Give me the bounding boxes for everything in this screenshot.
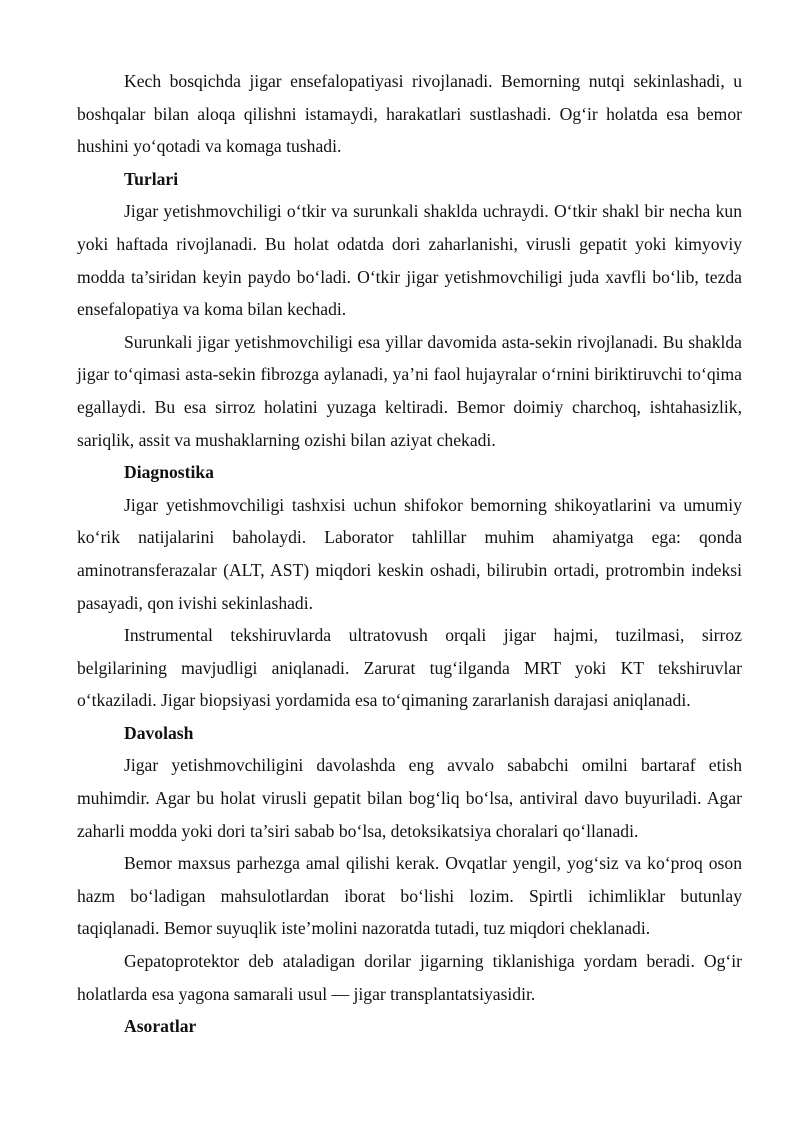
paragraph-instrumental: Instrumental tekshiruvlarda ultratovush orqali jigar hajmi, tuzilmasi, sirroz belgilarining mavjudligi aniqlanadi. Zarurat tug‘ilganda MRT yoki KT tekshiruvlar o‘tkaziladi. Jigar biopsiyasi yordamida esa to‘qimaning zararlanish darajasi aniqlanadi. <box>77 625 742 711</box>
paragraph-hepatoprotectors: Gepatoprotektor deb ataladigan dorilar jigarning tiklanishiga yordam beradi. Og‘ir holatlarda esa yagona samarali usul — jigar transplantatsiyasidir. <box>77 951 742 1004</box>
paragraph-treatment-cause: Jigar yetishmovchiligini davolashda eng avvalo sababchi omilni bartaraf etish muhimdir. Agar bu holat virusli gepatit bilan bog‘liq bo‘lsa, antiviral davo buyuriladi. Agar zaharli modda yoki dori ta’siri sabab bo‘lsa, detoksikatsiya choralari qo‘llanadi. <box>77 755 742 841</box>
paragraph-diet: Bemor maxsus parhezga amal qilishi kerak. Ovqatlar yengil, yog‘siz va ko‘proq oson hazm bo‘ladigan mahsulotlardan iborat bo‘lishi lozim. Spirtli ichimliklar butunlay taqiqlanadi. Bemor suyuqlik iste’molini nazoratda tutadi, tuz miqdori cheklanadi. <box>77 853 742 939</box>
paragraph-acute-form: Jigar yetishmovchiligi o‘tkir va surunkali shaklda uchraydi. O‘tkir shakl bir necha kun yoki haftada rivojlanadi. Bu holat odatda dori zaharlanishi, virusli gepatit yoki kimyoviy modda ta’siridan keyin paydo bo‘ladi. O‘tkir jigar yetishmovchiligi juda xavfli bo‘lib, tezda ensefalopatiya va koma bilan kechadi. <box>77 201 742 320</box>
heading-davolash: Davolash <box>124 722 194 743</box>
heading-asoratlar: Asoratlar <box>124 1016 197 1037</box>
heading-turlari: Turlari <box>124 168 179 189</box>
paragraph-chronic-form: Surunkali jigar yetishmovchiligi esa yillar davomida asta-sekin rivojlanadi. Bu shaklda jigar to‘qimasi asta-sekin fibrozga aylanadi, ya’ni faol hujayralar o‘rnini biriktiruvchi to‘qima egallaydi. Bu esa sirroz holatini yuzaga keltiradi. Bemor doimiy charchoq, ishtahasizlik, sariqlik, assit va mushaklarning ozishi bilan aziyat chekadi. <box>77 331 742 450</box>
heading-diagnostika: Diagnostika <box>124 462 214 483</box>
document-page <box>77 65 742 1043</box>
paragraph-late-stage: Kech bosqichda jigar ensefalopatiyasi rivojlanadi. Bemorning nutqi sekinlashadi, u boshqalar bilan aloqa qilishni istamaydi, harakatlari sustlashadi. Og‘ir holatda esa bemor hushini yo‘qotadi va komaga tushadi. <box>77 71 742 157</box>
paragraph-lab-tests: Jigar yetishmovchiligi tashxisi uchun shifokor bemorning shikoyatlarini va umumiy ko‘rik natijalarini baholaydi. Laborator tahlillar muhim ahamiyatga ega: qonda aminotransferazalar (ALT, AST) miqdori keskin oshadi, bilirubin ortadi, protrombin indeksi pasayadi, qon ivishi sekinlashadi. <box>77 494 742 613</box>
